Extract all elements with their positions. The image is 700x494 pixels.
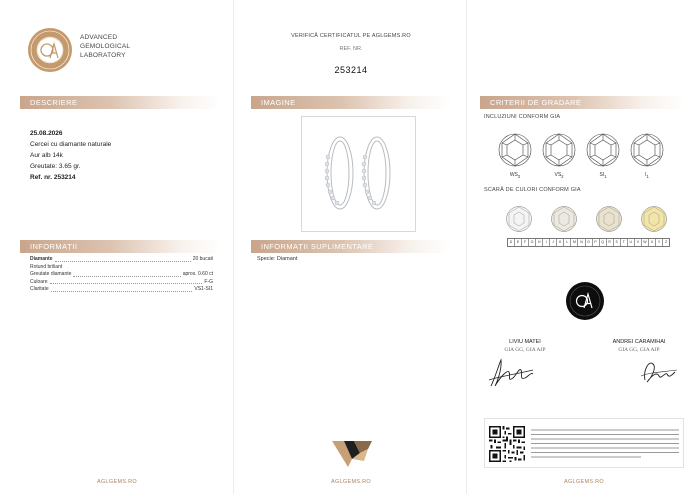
signature-image <box>639 356 679 386</box>
product-photo <box>301 116 416 232</box>
earrings-image <box>302 117 415 231</box>
footer-right[interactable]: AGLGEMS.RO <box>564 479 604 485</box>
diamond-color-swatch-icon <box>550 205 578 233</box>
info-value: VS1-SI1 <box>194 286 213 292</box>
item-name: Cercei cu diamante naturale <box>30 141 112 148</box>
inclusions-title: INCLUZIUNI CONFORM GIA <box>484 114 561 120</box>
lab-name <box>80 33 130 60</box>
info-row <box>30 286 213 294</box>
section-header-image: IMAGINE <box>251 96 451 109</box>
diamond-clarity-icon <box>541 132 577 168</box>
info-key: Diamante <box>30 256 53 262</box>
lab-name-line-3: LABORATORY <box>80 52 126 59</box>
diamond-color-swatch-icon <box>640 205 668 233</box>
diamond-color-swatch-icon <box>505 205 533 233</box>
signatory-credentials: GIA GG, GIA AJP <box>504 347 546 353</box>
color-grade: W <box>642 239 649 246</box>
diamond-clarity-icon <box>585 132 621 168</box>
item-ref: Ref. nr. 253214 <box>30 174 76 181</box>
color-grade: F <box>522 239 529 246</box>
diamond-clarity-icon <box>629 132 665 168</box>
signatory-name: ANDREI CARAMIHAI <box>612 339 666 345</box>
section-header-supplementary: INFORMAȚII SUPLIMENTARE <box>251 240 451 253</box>
clarity-grade-label <box>495 172 535 179</box>
color-grade: R <box>607 239 614 246</box>
info-value: aprox. 0.60 ct <box>182 271 213 277</box>
info-value: F-G <box>204 278 213 285</box>
lab-emblem-icon <box>565 281 605 321</box>
info-row <box>30 264 213 272</box>
clarity-grade: SI <box>599 172 605 178</box>
color-grade: J <box>550 239 557 246</box>
legal-notice-text <box>531 428 679 460</box>
clarity-grade: WS <box>509 172 518 178</box>
leader-dots <box>55 256 191 262</box>
item-metal: Aur alb 14k <box>30 152 63 159</box>
clarity-grade-label <box>539 172 579 179</box>
color-grade: U <box>628 239 635 246</box>
middle-column <box>233 0 467 494</box>
diamond-color-swatch-icon <box>595 205 623 233</box>
info-table <box>30 256 213 294</box>
signatory-credentials: GIA GG, GIA AJP <box>618 347 660 353</box>
color-grade: H <box>536 239 543 246</box>
leader-dots <box>51 286 193 292</box>
color-grade: N <box>578 239 585 246</box>
leader-dots <box>73 271 180 277</box>
color-grade: D <box>508 239 515 246</box>
lab-seal-icon <box>27 27 73 73</box>
clarity-grade-label <box>627 172 667 179</box>
info-value: 20 bucati <box>192 256 213 262</box>
color-grade: G <box>529 239 536 246</box>
signatory-name: LIVIU MATEI <box>509 339 541 345</box>
diamond-clarity-icon <box>497 132 533 168</box>
info-key: Rotund briliant <box>30 263 63 270</box>
info-key: Claritate <box>30 286 49 292</box>
clarity-grade: I <box>645 172 647 178</box>
color-grade: Y <box>656 239 663 246</box>
info-row <box>30 256 213 264</box>
lab-name-line-2: GEMOLOGICAL <box>80 43 131 50</box>
species-text: Specie: Diamant <box>257 256 298 262</box>
footer-middle[interactable]: AGLGEMS.RO <box>331 479 371 485</box>
qr-code-icon[interactable] <box>489 426 525 462</box>
color-grade: V <box>635 239 642 246</box>
brand-logo-icon <box>330 437 374 471</box>
verify-title[interactable]: VERIFICĂ CERTIFICATUL PE AGLGEMS.RO <box>291 33 411 39</box>
description-block <box>30 128 111 183</box>
clarity-grade-sub: 2 <box>561 174 564 179</box>
legal-notice-box <box>484 418 684 468</box>
color-grade: S <box>614 239 621 246</box>
section-header-info: INFORMAȚII <box>20 240 220 253</box>
color-grade: E <box>515 239 522 246</box>
lab-name-line-1: ADVANCED <box>80 34 118 41</box>
color-grade: P <box>593 239 600 246</box>
section-header-grading: CRITERII DE GRADARE <box>480 96 685 109</box>
section-header-description: DESCRIERE <box>20 96 220 109</box>
info-row <box>30 271 213 279</box>
color-grade: L <box>564 239 571 246</box>
right-column <box>467 0 700 494</box>
clarity-grade-sub: 1 <box>604 174 607 179</box>
footer-left[interactable]: AGLGEMS.RO <box>97 479 137 485</box>
clarity-grade-sub: 2 <box>517 174 521 179</box>
color-scale-bar <box>507 238 670 247</box>
color-grade: X <box>649 239 656 246</box>
clarity-grade: VS <box>554 172 562 178</box>
info-key: Greutate diamante <box>30 271 72 277</box>
signature-image <box>487 356 537 390</box>
leader-dots <box>50 279 203 285</box>
color-grade: O <box>586 239 593 246</box>
left-column <box>0 0 233 494</box>
color-grade: Z <box>664 240 668 244</box>
ref-number: 253214 <box>334 65 368 75</box>
color-grade: K <box>557 239 564 246</box>
info-row <box>30 279 213 287</box>
ref-label: REF. NR. <box>339 46 363 52</box>
certificate-date: 25.08.2026 <box>30 130 63 137</box>
item-weight: Greutate: 3.65 gr. <box>30 163 81 170</box>
color-grade: I <box>543 239 550 246</box>
color-grade: Q <box>600 239 607 246</box>
color-scale-title: SCARĂ DE CULORI CONFORM GIA <box>484 187 581 193</box>
color-grade: T <box>621 239 628 246</box>
info-key: Culoare <box>30 278 48 285</box>
color-grade: M <box>571 239 578 246</box>
clarity-grade-sub: 1 <box>646 174 649 179</box>
clarity-grade-label <box>583 172 623 179</box>
